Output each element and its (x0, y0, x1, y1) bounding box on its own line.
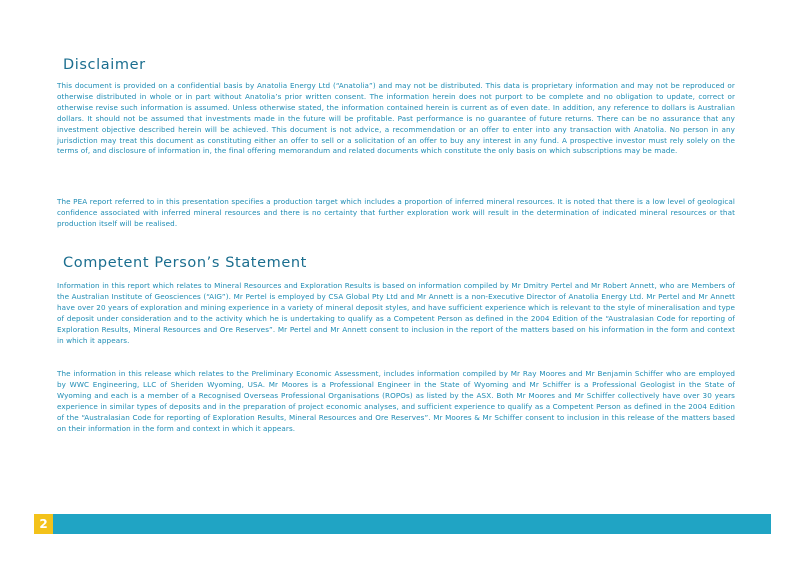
disclaimer-paragraph-pea-report: The PEA report referred to in this presentation specifies a production target which includes a proportion of inferred mineral resources. It is noted that there is a low level of geological confidence associated with inferred mineral resources and there is no certainty that further exploration work will result in the determination of indicated mineral resources or that production itself will be realised. (57, 197, 735, 228)
footer-bar (53, 514, 771, 534)
disclaimer-heading: Disclaimer (63, 57, 146, 73)
competent-paragraph-economic-assessment: The information in this release which relates to the Preliminary Economic Assessment, includes information compiled by Mr Ray Moores and Mr Benjamin Schiffer who are employed by WWC Engineering, LLC of Sheriden Wyoming, USA. Mr Moores is a Professional Engineer in the State of Wyoming and Mr Schiffer is a Professional Geologist in the State of Wyoming and each is a member of a Recognised Overseas Professional Organisations (ROPOs) as listed by the ASX. Both Mr Moores and Mr Schiffer collectively have over 30 years experience in similar types of deposits and in the preparation of project economic analyses, and sufficient experience to qualify as a Competent Person as defined in the 2004 Edition of the “Australasian Code for reporting of Exploration Results, Mineral Resources and Ore Reserves”. Mr Moores & Mr Schiffer consent to inclusion in this release of the matters based on their information in the form and context in which it appears. (57, 369, 735, 433)
disclaimer-paragraph-confidentiality: This document is provided on a confidential basis by Anatolia Energy Ltd (“Anatolia”) and may not be distributed. This data is proprietary information and may not be reproduced or otherwise distributed in whole or in part without Anatolia’s prior written consent. The information herein does not purport to be complete and no obligation to update, correct or otherwise revise such information is assumed. Unless otherwise stated, the information contained herein is current as of even date. In addition, any reference to dollars is Australian dollars. It should not be assumed that investments made in the future will be profitable. Past performance is no guarantee of future returns. There can be no assurance that any investment objective described herein will be achieved. This document is not advice, a recommendation or an offer to enter into any transaction with Anatolia. No person in any jurisdiction may treat this document as constituting either an offer to sell or a solicitation of an offer to buy any interest in any fund. A prospective investor must rely solely on the terms of, and disclosure of information in, the final offering memorandum and related documents which constitute the only basis on which subscriptions may be made. (57, 81, 735, 156)
page-number-badge: 2 (34, 514, 53, 534)
competent-person-heading: Competent Person’s Statement (63, 255, 307, 271)
competent-paragraph-mineral-resources: Information in this report which relates to Mineral Resources and Exploration Results is based on information compiled by Mr Dmitry Pertel and Mr Robert Annett, who are Members of the Australian Institute of Geosciences (“AIG”). Mr Pertel is employed by CSA Global Pty Ltd and Mr Annett is a non-Executive Director of Anatolia Energy Ltd. Mr Pertel and Mr Annett have over 20 years of exploration and mining experience in a variety of mineral deposit styles, and have sufficient experience which is relevant to the style of mineralisation and type of deposit under consideration and to the activity which he is undertaking to qualify as a Competent Person as defined in the 2004 Edition of the “Australasian Code for reporting of Exploration Results, Mineral Resources and Ore Reserves”. Mr Pertel and Mr Annett consent to inclusion in the report of the matters based on his information in the form and context in which it appears. (57, 281, 735, 345)
